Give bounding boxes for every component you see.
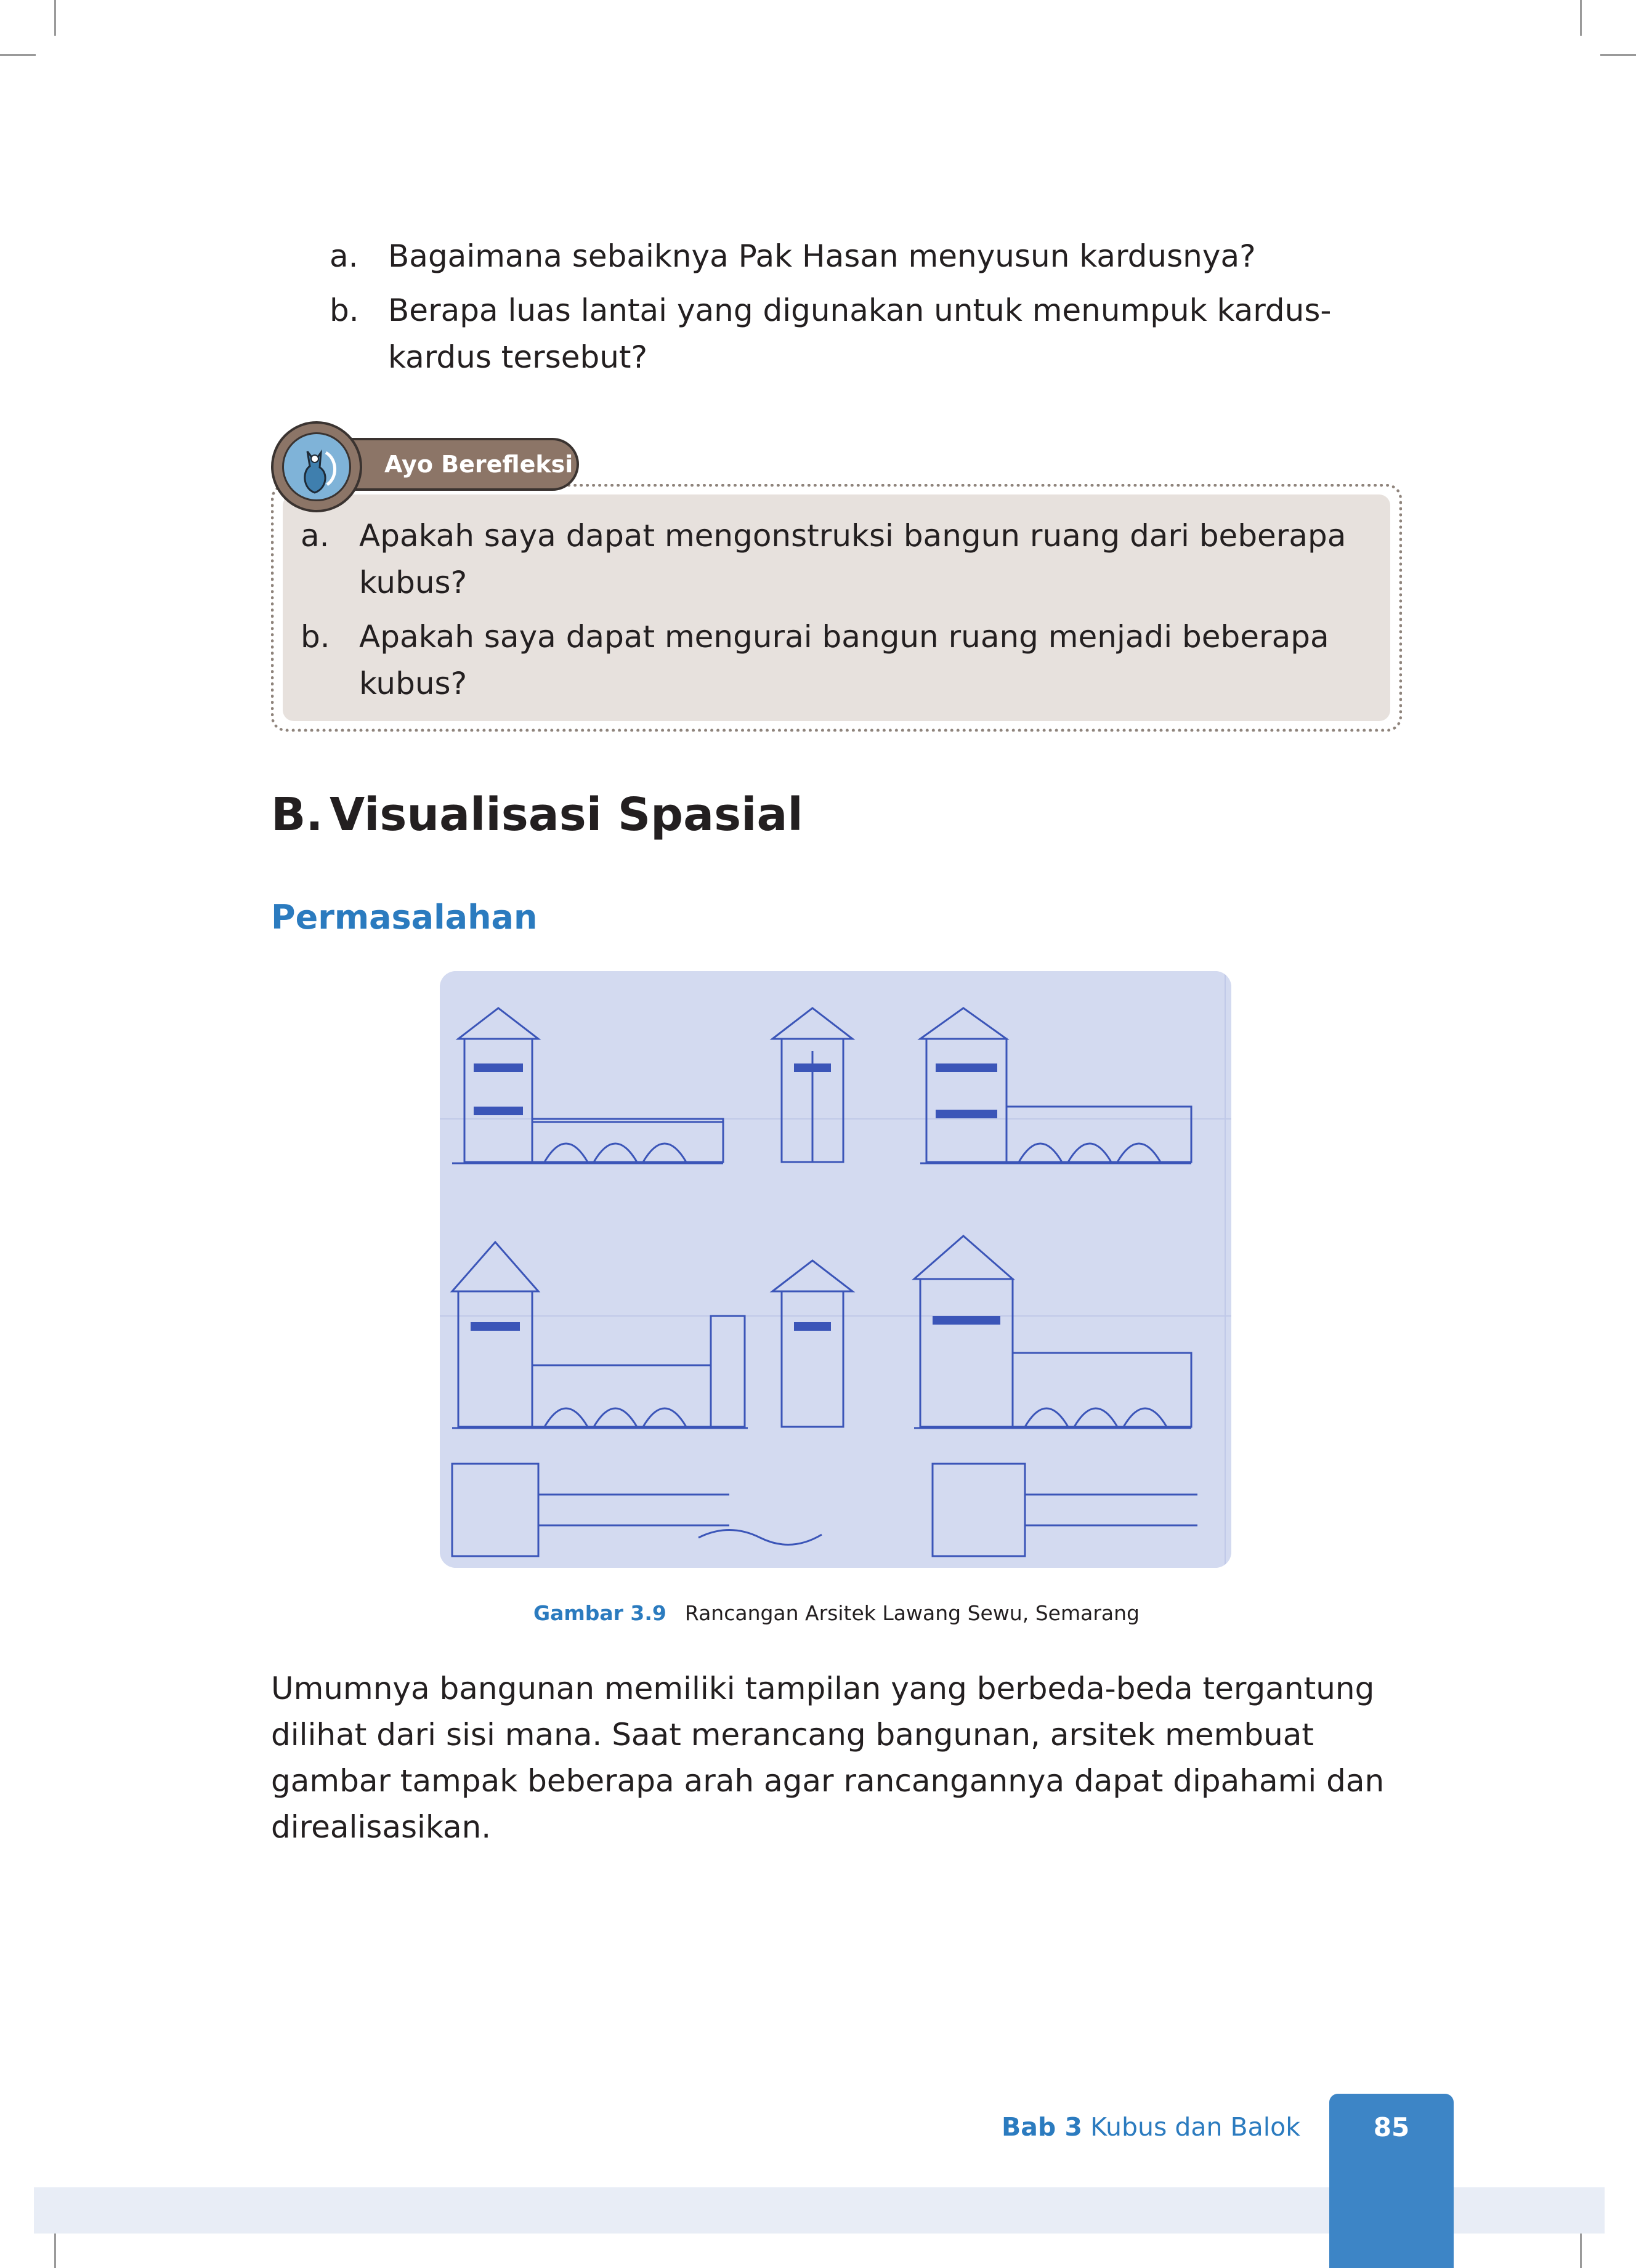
crop-mark bbox=[1600, 54, 1636, 56]
chapter-title: Kubus dan Balok bbox=[1090, 2112, 1300, 2142]
list-text: Apakah saya dapat mengurai bangun ruang menjadi beberapa kubus? bbox=[359, 619, 1329, 701]
subheading: Permasalahan bbox=[271, 898, 538, 937]
question-list bbox=[330, 233, 1401, 388]
crop-mark bbox=[1580, 2232, 1582, 2268]
crop-mark bbox=[54, 0, 56, 36]
footer-chapter bbox=[1002, 2112, 1300, 2142]
figure-caption-text: Rancangan Arsitek Lawang Sewu, Semarang bbox=[684, 1601, 1140, 1625]
section-number: B. bbox=[271, 788, 323, 841]
list-item bbox=[301, 613, 1372, 707]
list-marker: b. bbox=[330, 293, 359, 328]
figure-caption bbox=[271, 1601, 1402, 1625]
figure-label: Gambar 3.9 bbox=[533, 1601, 666, 1625]
list-item bbox=[330, 233, 1401, 280]
crop-mark bbox=[0, 54, 36, 56]
reflection-label: Ayo Berefleksi bbox=[308, 438, 579, 491]
list-marker: a. bbox=[330, 238, 358, 274]
list-text: Apakah saya dapat mengonstruksi bangun ruang dari beberapa kubus? bbox=[359, 518, 1346, 600]
section-heading bbox=[271, 788, 803, 841]
reflection-icon bbox=[282, 432, 351, 501]
blueprint-image bbox=[440, 971, 1231, 1568]
reflection-badge bbox=[271, 421, 362, 512]
chapter-label: Bab 3 bbox=[1002, 2112, 1083, 2142]
page-number: 85 bbox=[1373, 2112, 1410, 2142]
crop-mark bbox=[54, 2232, 56, 2268]
page-number-tab bbox=[1329, 2094, 1454, 2268]
list-item bbox=[301, 512, 1372, 606]
crop-mark bbox=[1580, 0, 1582, 36]
reflection-list bbox=[301, 512, 1372, 714]
list-item bbox=[330, 287, 1401, 381]
list-marker: b. bbox=[301, 619, 330, 655]
list-text: Berapa luas lantai yang digunakan untuk menumpuk kardus-kardus tersebut? bbox=[388, 293, 1332, 375]
list-text: Bagaimana sebaiknya Pak Hasan menyusun kardusnya? bbox=[388, 238, 1256, 274]
list-marker: a. bbox=[301, 518, 330, 554]
section-title: Visualisasi Spasial bbox=[330, 788, 803, 841]
body-paragraph: Umumnya bangunan memiliki tampilan yang berbeda-beda tergantung dilihat dari sisi mana. Saat merancang bangunan, arsitek membuat gambar tampak beberapa arah agar rancangannya dapat dipahami dan direalisasikan. bbox=[271, 1671, 1385, 1845]
